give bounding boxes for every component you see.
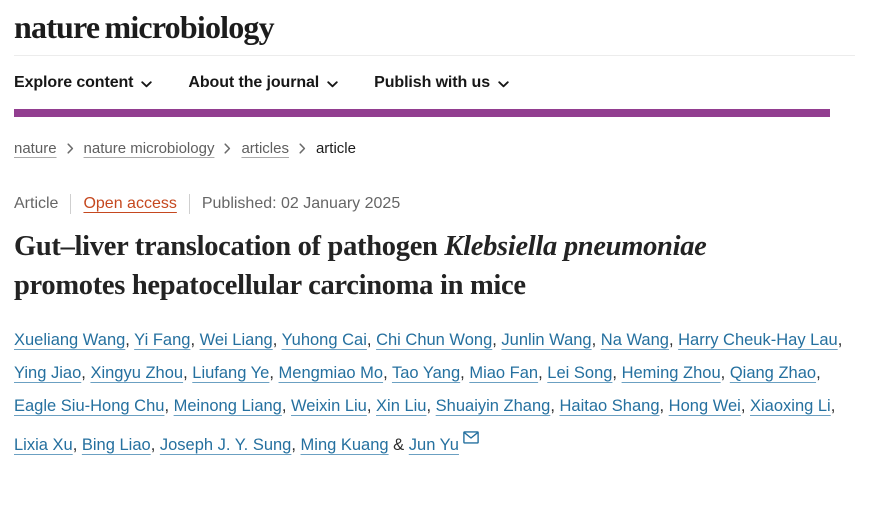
author-link[interactable]: Chi Chun Wong — [376, 331, 493, 350]
breadcrumb-link-articles[interactable]: articles — [241, 140, 289, 158]
author-link[interactable]: Yuhong Cai — [281, 331, 367, 350]
author-separator: , — [366, 331, 377, 350]
author-link[interactable]: Ming Kuang — [300, 436, 389, 455]
author-separator: , — [125, 331, 135, 350]
chevron-down-icon — [498, 75, 509, 93]
breadcrumb — [14, 140, 869, 157]
author-link[interactable]: Ying Jiao — [14, 364, 82, 383]
published-date: Published: 02 January 2025 — [201, 195, 401, 213]
author-link[interactable]: Liufang Ye — [192, 364, 270, 383]
article-title — [14, 227, 789, 305]
author-link[interactable]: Haitao Shang — [559, 397, 660, 416]
article-meta — [14, 194, 869, 214]
author-list — [14, 331, 842, 454]
author-link[interactable]: Xiaoxing Li — [750, 397, 831, 416]
author-separator: , — [591, 331, 601, 350]
author-link[interactable]: Jun Yu — [408, 436, 459, 455]
author-separator: , — [550, 397, 560, 416]
author-separator: , — [164, 397, 174, 416]
nav-item-explore-content[interactable] — [14, 73, 152, 93]
chevron-right-icon — [224, 143, 231, 154]
author-separator: , — [281, 397, 292, 416]
author-separator: , — [668, 331, 679, 350]
meta-divider — [70, 194, 71, 214]
title-species-italic: Klebsiella pneumoniae — [444, 231, 707, 263]
author-link[interactable]: Heming Zhou — [621, 364, 721, 383]
journal-logo[interactable]: nature microbiology — [14, 9, 274, 45]
author-link[interactable]: Shuaiyin Zhang — [435, 397, 551, 416]
author-separator: , — [720, 364, 730, 383]
author-separator: , — [816, 364, 821, 383]
chevron-right-icon — [299, 143, 306, 154]
author-separator: , — [183, 364, 193, 383]
author-separator: , — [291, 436, 301, 455]
author-separator: , — [366, 397, 377, 416]
nav-item-label: Explore content — [14, 74, 134, 92]
author-link[interactable]: Xin Liu — [376, 397, 427, 416]
chevron-down-icon — [141, 75, 152, 93]
author-link[interactable]: Lei Song — [547, 364, 613, 383]
author-link[interactable]: Junlin Wang — [501, 331, 592, 350]
author-separator: , — [383, 364, 392, 383]
journal-brand-bar — [14, 109, 830, 117]
author-link[interactable]: Weixin Liu — [291, 397, 367, 416]
author-link[interactable]: Na Wang — [600, 331, 669, 350]
nav-item-publish-with-us[interactable] — [374, 73, 509, 93]
nav-item-label: Publish with us — [374, 74, 490, 92]
author-link[interactable]: Mengmiao Mo — [278, 364, 384, 383]
author-link[interactable]: Joseph J. Y. Sung — [159, 436, 292, 455]
author-link[interactable]: Eagle Siu-Hong Chu — [14, 397, 165, 416]
author-separator: , — [460, 364, 470, 383]
author-link[interactable]: Xueliang Wang — [14, 331, 126, 350]
envelope-icon[interactable] — [463, 430, 479, 448]
author-link[interactable]: Harry Cheuk-Hay Lau — [678, 331, 838, 350]
author-separator: , — [612, 364, 622, 383]
author-link[interactable]: Qiang Zhao — [729, 364, 817, 383]
author-separator: , — [72, 436, 82, 455]
nav-item-label: About the journal — [188, 74, 320, 92]
author-separator: , — [150, 436, 160, 455]
author-link[interactable]: Hong Wei — [668, 397, 741, 416]
author-separator: , — [830, 397, 836, 416]
title-part-1: Gut–liver translocation of pathogen — [14, 231, 445, 263]
author-link[interactable]: Tao Yang — [391, 364, 461, 383]
breadcrumb-link-nature-microbiology[interactable]: nature microbiology — [83, 140, 215, 158]
author-list-paragraph — [14, 324, 850, 462]
title-part-2: promotes hepatocellular carcinoma in mice — [14, 270, 526, 302]
breadcrumb-current: article — [315, 140, 356, 158]
author-separator: , — [426, 397, 436, 416]
author-separator: , — [190, 331, 200, 350]
author-separator: , — [659, 397, 669, 416]
main-nav — [14, 56, 869, 109]
author-separator: , — [538, 364, 548, 383]
author-link[interactable]: Xingyu Zhou — [90, 364, 184, 383]
meta-divider — [189, 194, 190, 214]
author-separator: , — [81, 364, 91, 383]
author-separator: , — [492, 331, 502, 350]
author-link[interactable]: Wei Liang — [199, 331, 273, 350]
chevron-down-icon — [327, 75, 338, 93]
author-separator: , — [740, 397, 750, 416]
author-link[interactable]: Miao Fan — [469, 364, 539, 383]
author-ampersand: & — [388, 436, 409, 455]
nav-item-about-journal[interactable] — [188, 73, 338, 93]
author-separator: , — [269, 364, 279, 383]
author-separator: , — [837, 331, 843, 350]
author-link[interactable]: Yi Fang — [134, 331, 191, 350]
open-access-link[interactable]: Open access — [83, 195, 177, 213]
chevron-right-icon — [67, 143, 74, 154]
article-type-label: Article — [14, 195, 59, 213]
author-link[interactable]: Meinong Liang — [173, 397, 282, 416]
author-link[interactable]: Lixia Xu — [14, 436, 73, 455]
author-link[interactable]: Bing Liao — [81, 436, 151, 455]
breadcrumb-link-nature[interactable]: nature — [14, 140, 57, 158]
author-separator: , — [272, 331, 282, 350]
